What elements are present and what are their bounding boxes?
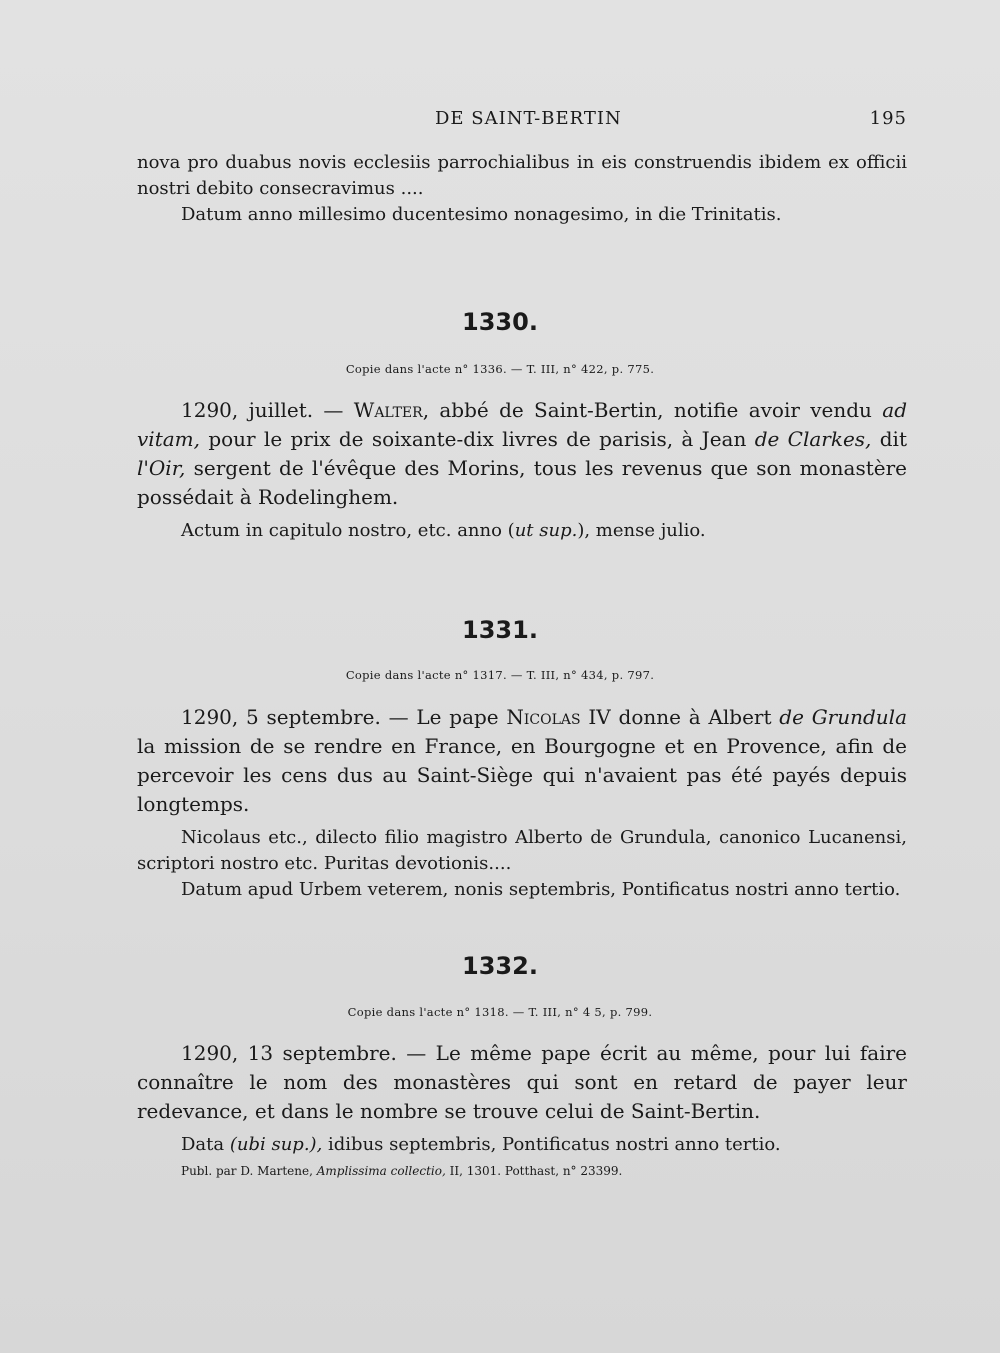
page-number: 195 bbox=[869, 108, 907, 129]
person-name: Walter bbox=[353, 398, 423, 422]
act-number: 1331. bbox=[462, 616, 538, 644]
act-body bbox=[137, 703, 907, 903]
act-date: 1290, juillet. bbox=[181, 398, 314, 422]
latin-paragraph: nova pro duabus novis ecclesiis parrochialibus in eis construendis ibidem ex officii nostri debito consecravimus .... bbox=[137, 152, 907, 199]
latin-paragraph: Datum anno millesimo ducentesimo nonagesimo, in die Trinitatis. bbox=[181, 204, 782, 225]
act-date: 1290, 5 septembre. bbox=[181, 705, 381, 729]
latin-paragraph: Nicolaus etc., dilecto filio magistro Alberto de Grundula, canonico Lucanensi, scriptori nostro etc. Puritas devotionis.... bbox=[137, 827, 907, 874]
running-head: DE SAINT-BERTIN bbox=[435, 108, 622, 129]
act-summary: 1290, 13 septembre. — Le même pape écrit au même, pour lui faire connaître le nom des monastères qui sont en retard de payer leur redevance, et dans le nombre se trouve celui de Saint-Bertin. bbox=[137, 1041, 907, 1123]
act-source: Copie dans l'acte n° 1336. — T. III, n° 422, p. 775. bbox=[345, 362, 655, 376]
person-name: Nicolas bbox=[506, 705, 581, 729]
opening-text bbox=[137, 150, 907, 228]
act-source: Copie dans l'acte n° 1318. — T. III, n° 4 5, p. 799. bbox=[347, 1005, 653, 1019]
bibliography-note: Publ. par D. Martene, Amplissima collectio, II, 1301. Potthast, n° 23399. bbox=[181, 1164, 623, 1178]
latin-paragraph: Datum apud Urbem veterem, nonis septembris, Pontificatus nostri anno tertio. bbox=[181, 879, 901, 900]
latin-paragraph: Actum in capitulo nostro, etc. anno (ut sup.), mense julio. bbox=[181, 520, 706, 541]
act-summary: 1290, juillet. — Walter, abbé de Saint-Bertin, notifie avoir vendu ad vitam, pour le prix de soixante-dix livres de parisis, à Jean de Clarkes, dit l'Oir, sergent de l'évêque des Morins, tous les revenus que son monastère possédait à Rodelinghem. bbox=[137, 398, 908, 509]
act-body bbox=[137, 396, 907, 544]
latin-paragraph: Data (ubi sup.), idibus septembris, Pontificatus nostri anno tertio. bbox=[181, 1134, 781, 1155]
act-source: Copie dans l'acte n° 1317. — T. III, n° 434, p. 797. bbox=[345, 668, 655, 682]
act-summary: 1290, 5 septembre. — Le pape Nicolas IV donne à Albert de Grundula la mission de se rendre en France, en Bourgogne et en Provence, afin de percevoir les cens dus au Saint-Siège qui n'avaient pas été payés depuis longtemps. bbox=[137, 705, 907, 816]
act-date: 1290, 13 septembre. bbox=[181, 1041, 397, 1065]
act-body bbox=[137, 1039, 907, 1180]
page-header bbox=[135, 108, 907, 138]
act-number: 1330. bbox=[462, 308, 538, 336]
act-number: 1332. bbox=[462, 952, 538, 980]
